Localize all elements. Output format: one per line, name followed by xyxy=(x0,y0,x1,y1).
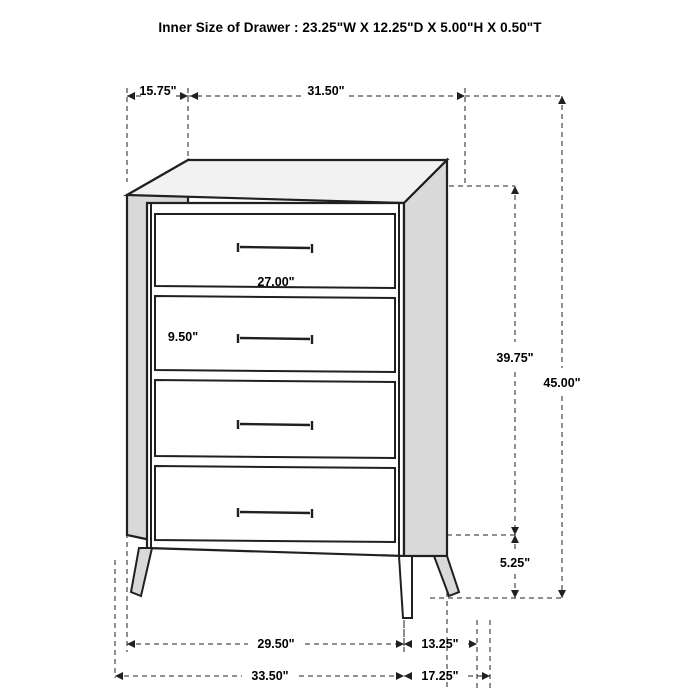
label-case-height: 39.75" xyxy=(496,351,534,365)
label-drawer-front-width: 27.00" xyxy=(257,275,295,289)
arrow-overall-d-left xyxy=(404,672,412,680)
leg-back-right xyxy=(434,556,459,596)
label-overall-height: 45.00" xyxy=(543,376,581,390)
arrow-overall-w-right xyxy=(396,672,404,680)
leg-front-right xyxy=(399,556,412,618)
label-leg-height: 5.25" xyxy=(499,556,531,570)
arrow-width-right xyxy=(457,92,465,100)
drawer-front-4[interactable] xyxy=(155,466,395,542)
arrow-depth-right xyxy=(180,92,188,100)
page-title: Inner Size of Drawer : 23.25"W X 12.25"D X 5.00"H X 0.50"T xyxy=(158,20,542,35)
label-overall-width: 33.50" xyxy=(251,669,289,683)
label-depth-top: 15.75" xyxy=(139,84,177,98)
arrow-leg-h-bottom xyxy=(511,590,519,598)
arrow-leg-h-top xyxy=(511,535,519,543)
chest-illustration xyxy=(127,160,459,618)
case-top-surface xyxy=(127,160,447,203)
arrow-overall-d-right xyxy=(482,672,490,680)
arrow-foot-front-right xyxy=(396,640,404,648)
arrow-depth-left xyxy=(127,92,135,100)
drawer-front-3[interactable] xyxy=(155,380,395,458)
arrow-overall-h-bottom xyxy=(558,590,566,598)
label-foot-span-front: 29.50" xyxy=(257,637,295,651)
leg-front-left xyxy=(131,548,152,596)
arrow-foot-front-left xyxy=(127,640,135,648)
arrow-width-left xyxy=(190,92,198,100)
arrow-foot-side-right xyxy=(469,640,477,648)
arrow-case-h-top xyxy=(511,186,519,194)
arrow-foot-side-left xyxy=(404,640,412,648)
arrow-overall-h-top xyxy=(558,96,566,104)
label-foot-span-side: 13.25" xyxy=(421,637,459,651)
case-right-side-panel xyxy=(404,160,447,556)
label-width-top: 31.50" xyxy=(307,84,345,98)
arrow-case-h-bottom xyxy=(511,527,519,535)
label-drawer-front-height: 9.50" xyxy=(167,330,199,344)
label-overall-depth: 17.25" xyxy=(421,669,459,683)
arrow-overall-w-left xyxy=(115,672,123,680)
